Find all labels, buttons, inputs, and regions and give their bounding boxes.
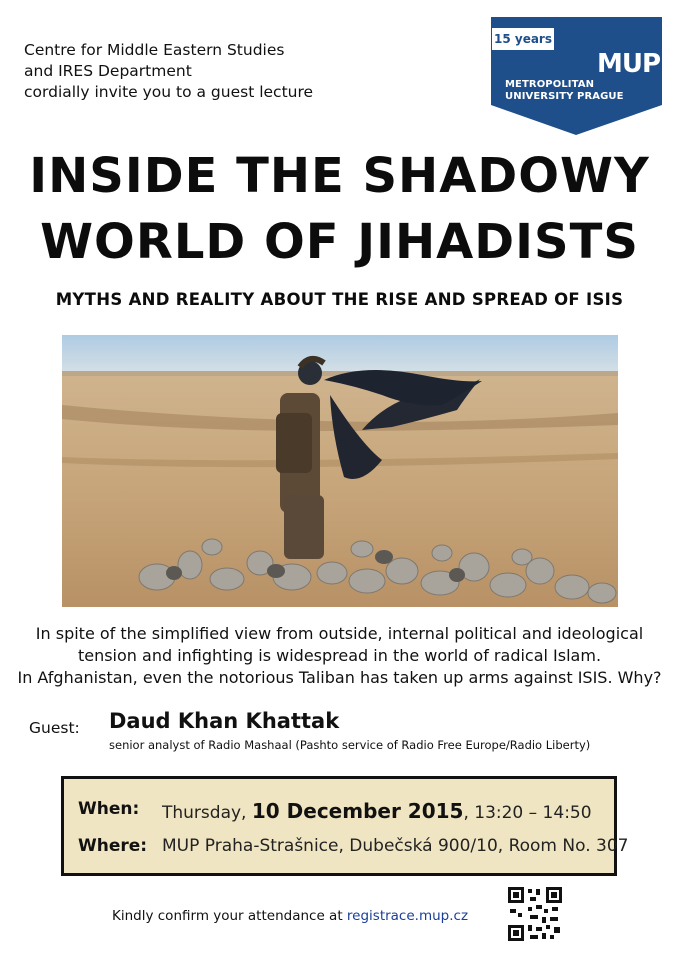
when-label: When: (78, 799, 140, 819)
qr-code-icon (508, 887, 562, 941)
event-day: Thursday, (162, 803, 247, 823)
guest-name: Daud Khan Khattak (109, 709, 340, 733)
lecture-description (0, 623, 679, 689)
event-time: , 13:20 – 14:50 (463, 803, 592, 823)
mup-logo (491, 17, 662, 135)
registration-link[interactable]: registrace.mup.cz (346, 908, 469, 924)
confirm-text: Kindly confirm your attendance at (112, 908, 347, 924)
university-name-line: UNIVERSITY PRAGUE (505, 91, 624, 102)
event-date: 10 December 2015 (251, 799, 464, 823)
guest-label: Guest: (29, 719, 80, 737)
university-name (505, 79, 624, 103)
where-label: Where: (78, 836, 148, 856)
when-value (162, 799, 592, 823)
desert-photo (62, 335, 618, 607)
title-line-2: WORLD OF JIHADISTS (40, 214, 639, 270)
description-line: tension and infighting is widespread in the world of radical Islam. (77, 646, 602, 665)
intro-line: and IRES Department (24, 62, 192, 80)
event-location: MUP Praha-Strašnice, Dubečská 900/10, Room No. 307 (162, 836, 629, 856)
intro-line: Centre for Middle Eastern Studies (24, 41, 285, 59)
description-line: In Afghanistan, even the notorious Taliban has taken up arms against ISIS. Why? (17, 668, 662, 687)
description-line: In spite of the simplified view from outside, internal political and ideological (35, 624, 644, 643)
guest-role: senior analyst of Radio Mashaal (Pashto service of Radio Free Europe/Radio Liberty) (109, 738, 591, 752)
organizer-intro (24, 40, 313, 103)
anniversary-badge: 15 years (491, 27, 555, 51)
intro-line: cordially invite you to a guest lecture (24, 83, 314, 101)
university-name-line: METROPOLITAN (505, 79, 595, 90)
title-line-1: INSIDE THE SHADOWY (29, 148, 650, 204)
attendance-confirmation (112, 908, 468, 924)
subtitle: MYTHS AND REALITY ABOUT THE RISE AND SPREAD OF ISIS (55, 290, 624, 309)
event-details-box (61, 776, 629, 876)
logo-mark: MUP (597, 49, 661, 79)
